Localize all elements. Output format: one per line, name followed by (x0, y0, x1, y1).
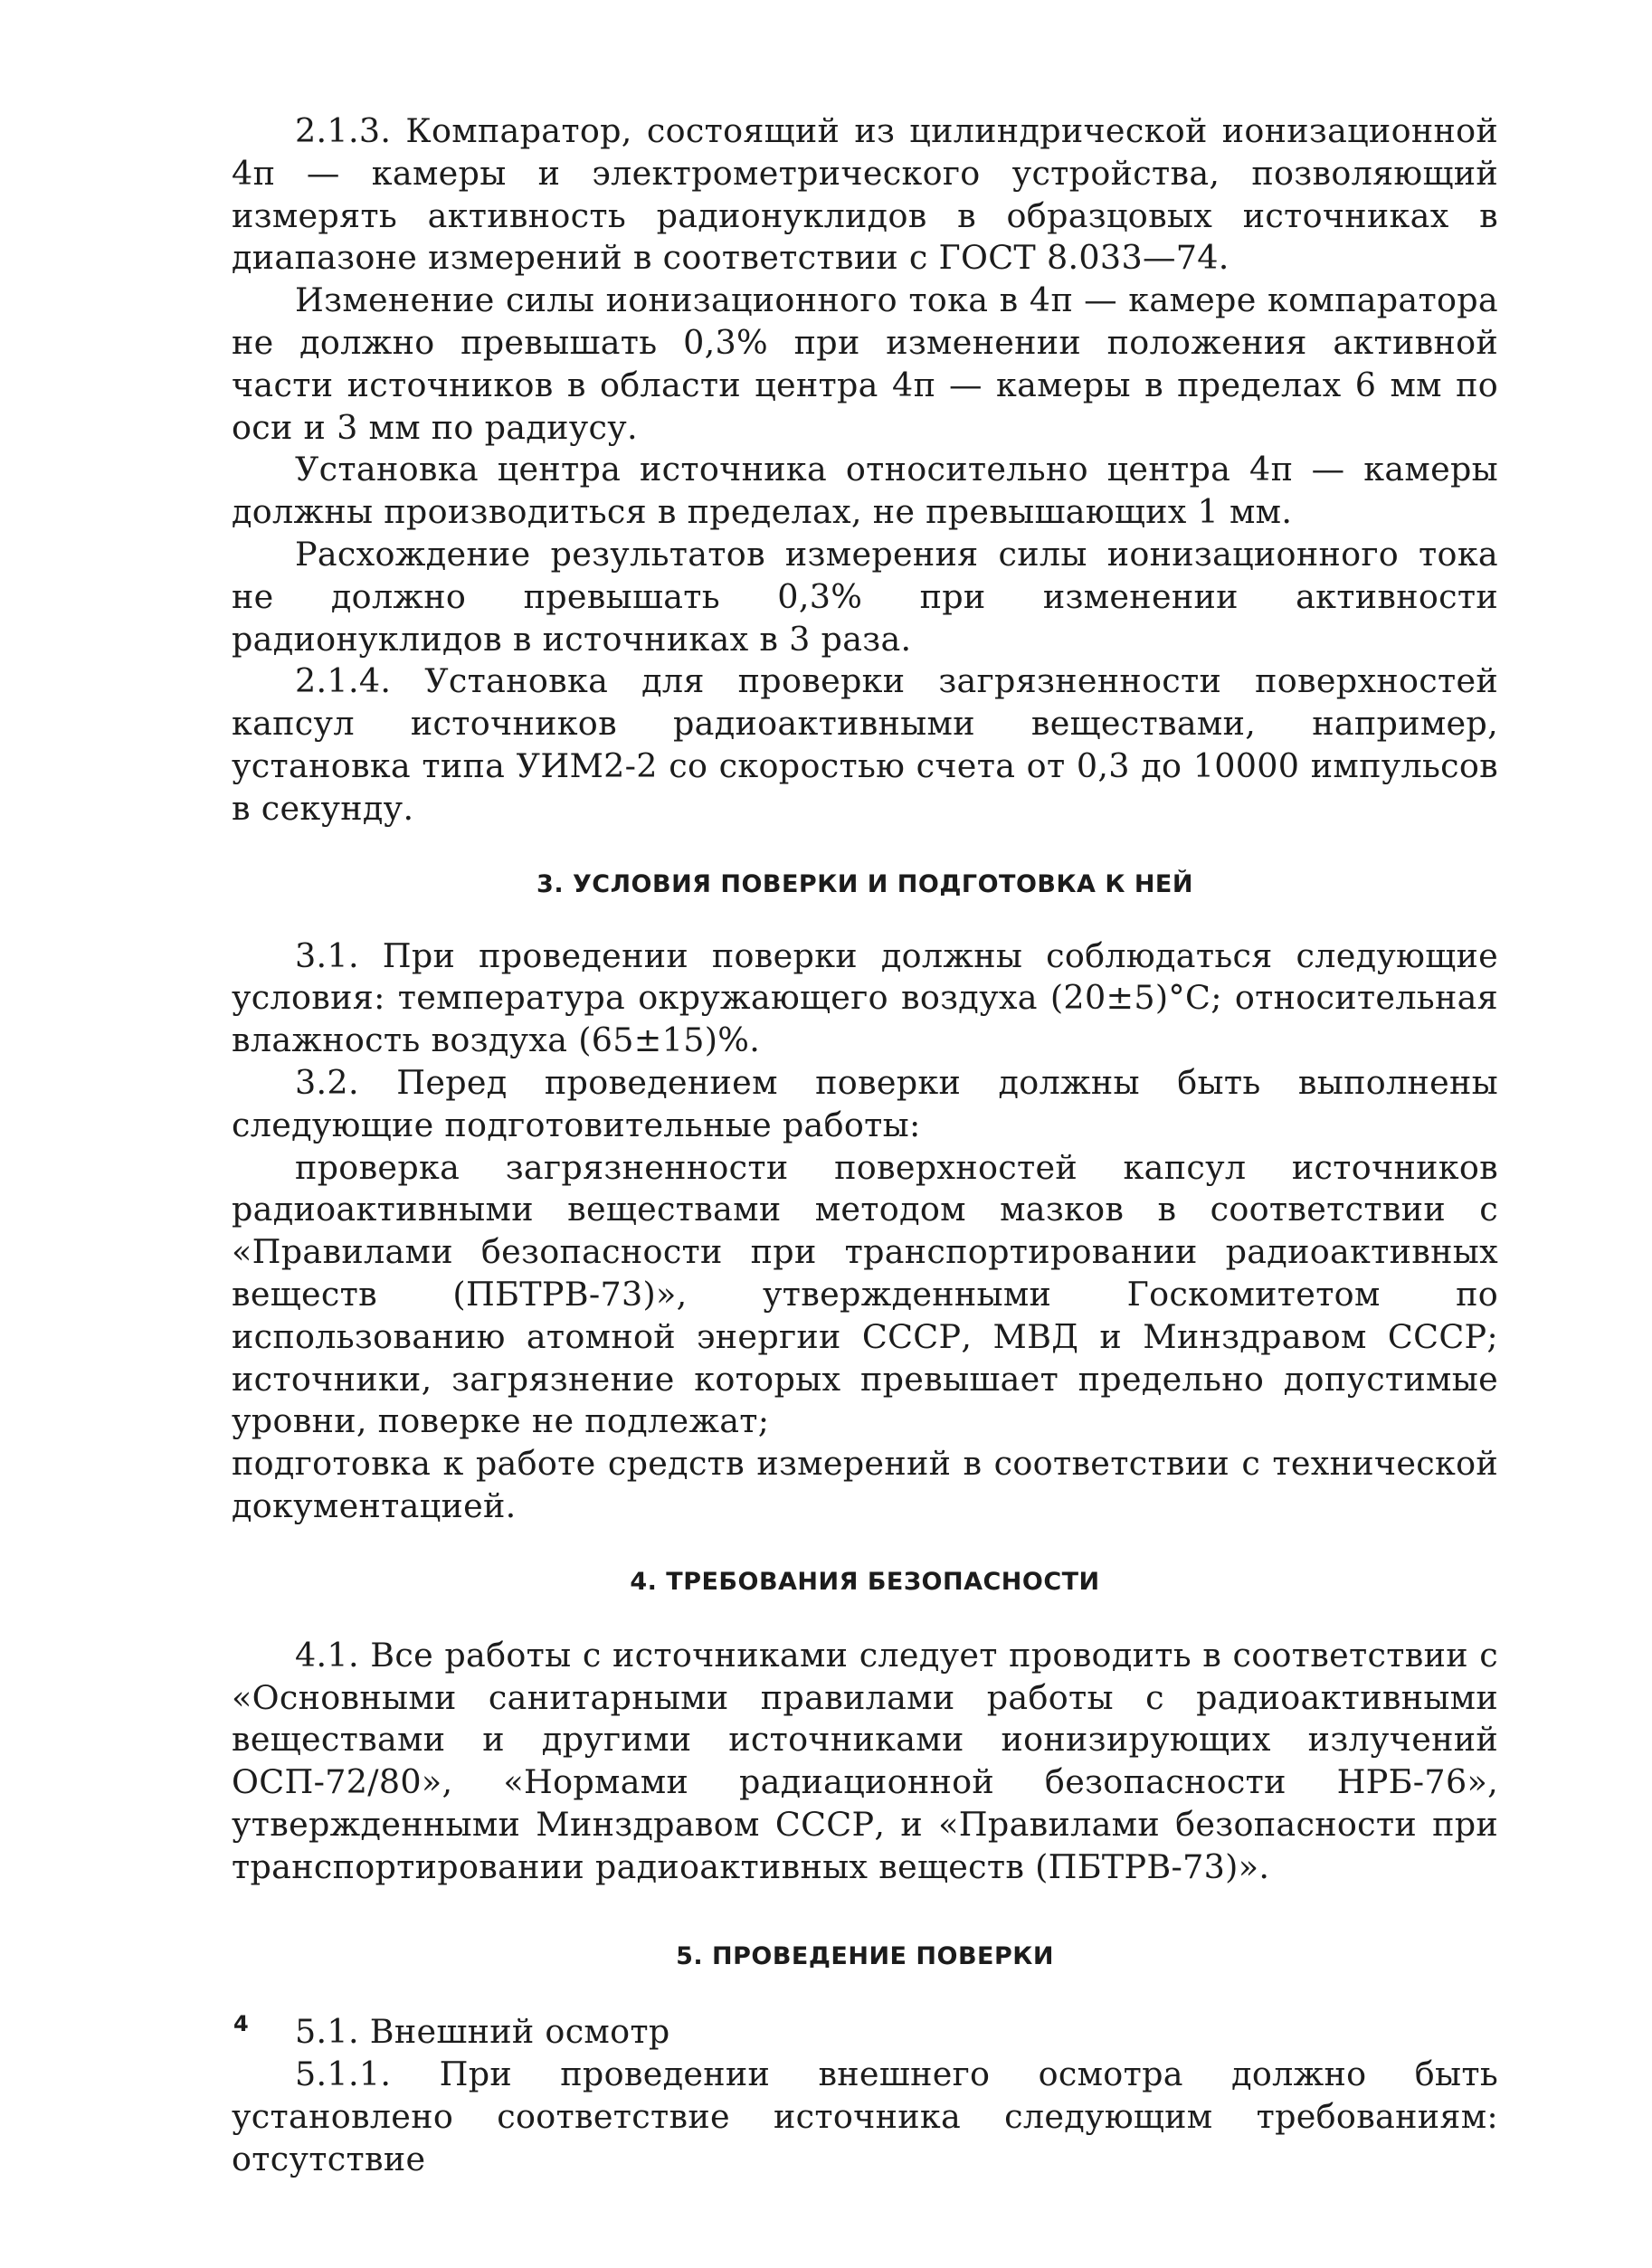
page-body (232, 110, 1498, 2181)
paragraph-source-centering: Установка центра источника относительно центра 4π — камеры должны производиться в пределах, не превышающих 1 мм. (232, 450, 1498, 532)
section-5-heading: 5. ПРОВЕДЕНИЕ ПОВЕРКИ (676, 1942, 1054, 1971)
section-4-heading: 4. ТРЕБОВАНИЯ БЕЗОПАСНОСТИ (630, 1567, 1100, 1596)
paragraph-measurement-discrepancy: Расхождение результатов измерения силы ионизационного тока не должно превышать 0,3% при изменении активности радионуклидов в источниках в 3 раза. (232, 534, 1498, 659)
page-number: 4 (233, 2011, 249, 2036)
paragraph-preparation: подготовка к работе средств измерений в соответствии с технической документацией. (232, 1444, 1498, 1525)
paragraph-5-1-1: 5.1.1. При проведении внешнего осмотра должно быть установлено соответствие источника следующим требованиям: отсутствие (232, 2054, 1498, 2178)
paragraph-3-1: 3.1. При проведении поверки должны соблюдаться следующие условия: температура окружающего воздуха (20±5)°С; относительная влажность воздуха (65±15)%. (232, 935, 1498, 1060)
paragraph-5-1: 5.1. Внешний осмотр (295, 2012, 670, 2052)
paragraph-3-2: 3.2. Перед проведением поверки должны быть выполнены следующие подготовительные работы: (232, 1062, 1498, 1144)
section-3-heading: 3. УСЛОВИЯ ПОВЕРКИ И ПОДГОТОВКА К НЕЙ (536, 869, 1193, 898)
paragraph-contamination-check: проверка загрязненности поверхностей капсул источников радиоактивными веществами методом мазков в соответствии с «Правилами безопасности при транспортировании радиоактивных веществ (ПБТРВ-73)», утвержденными Госкомитетом по использованию атомной энергии СССР, МВД и Минздравом СССР; источники, загрязнение которых превышает предельно допустимые уровни, поверке не подлежат; (232, 1147, 1498, 1441)
paragraph-2-1-3: 2.1.3. Компаратор, состоящий из цилиндрической ионизационной 4π — камеры и электрометрического устройства, позволяющий измерять активность радионуклидов в образцовых источниках в диапазоне измерений в соответствии с ГОСТ 8.033—74. (232, 111, 1498, 278)
paragraph-current-change: Изменение силы ионизационного тока в 4π — камере компаратора не должно превышать 0,3% при изменении положения активной части источников в области центра 4π — камеры в пределах 6 мм по оси и 3 мм по радиусу. (232, 280, 1498, 447)
paragraph-4-1: 4.1. Все работы с источниками следует проводить в соответствии с «Основными санитарными правилами работы с радиоактивными веществами и другими источниками ионизирующих излучений ОСП-72/80», «Нормами радиационной безопасности НРБ-76», утвержденными Минздравом СССР, и «Правилами безопасности при транспортировании радиоактивных веществ (ПБТРВ-73)». (232, 1635, 1498, 1886)
paragraph-2-1-4: 2.1.4. Установка для проверки загрязненности поверхностей капсул источников радиоактивными веществами, например, установка типа УИМ2-2 со скоростью счета от 0,3 до 10000 импульсов в секунду. (232, 661, 1498, 828)
